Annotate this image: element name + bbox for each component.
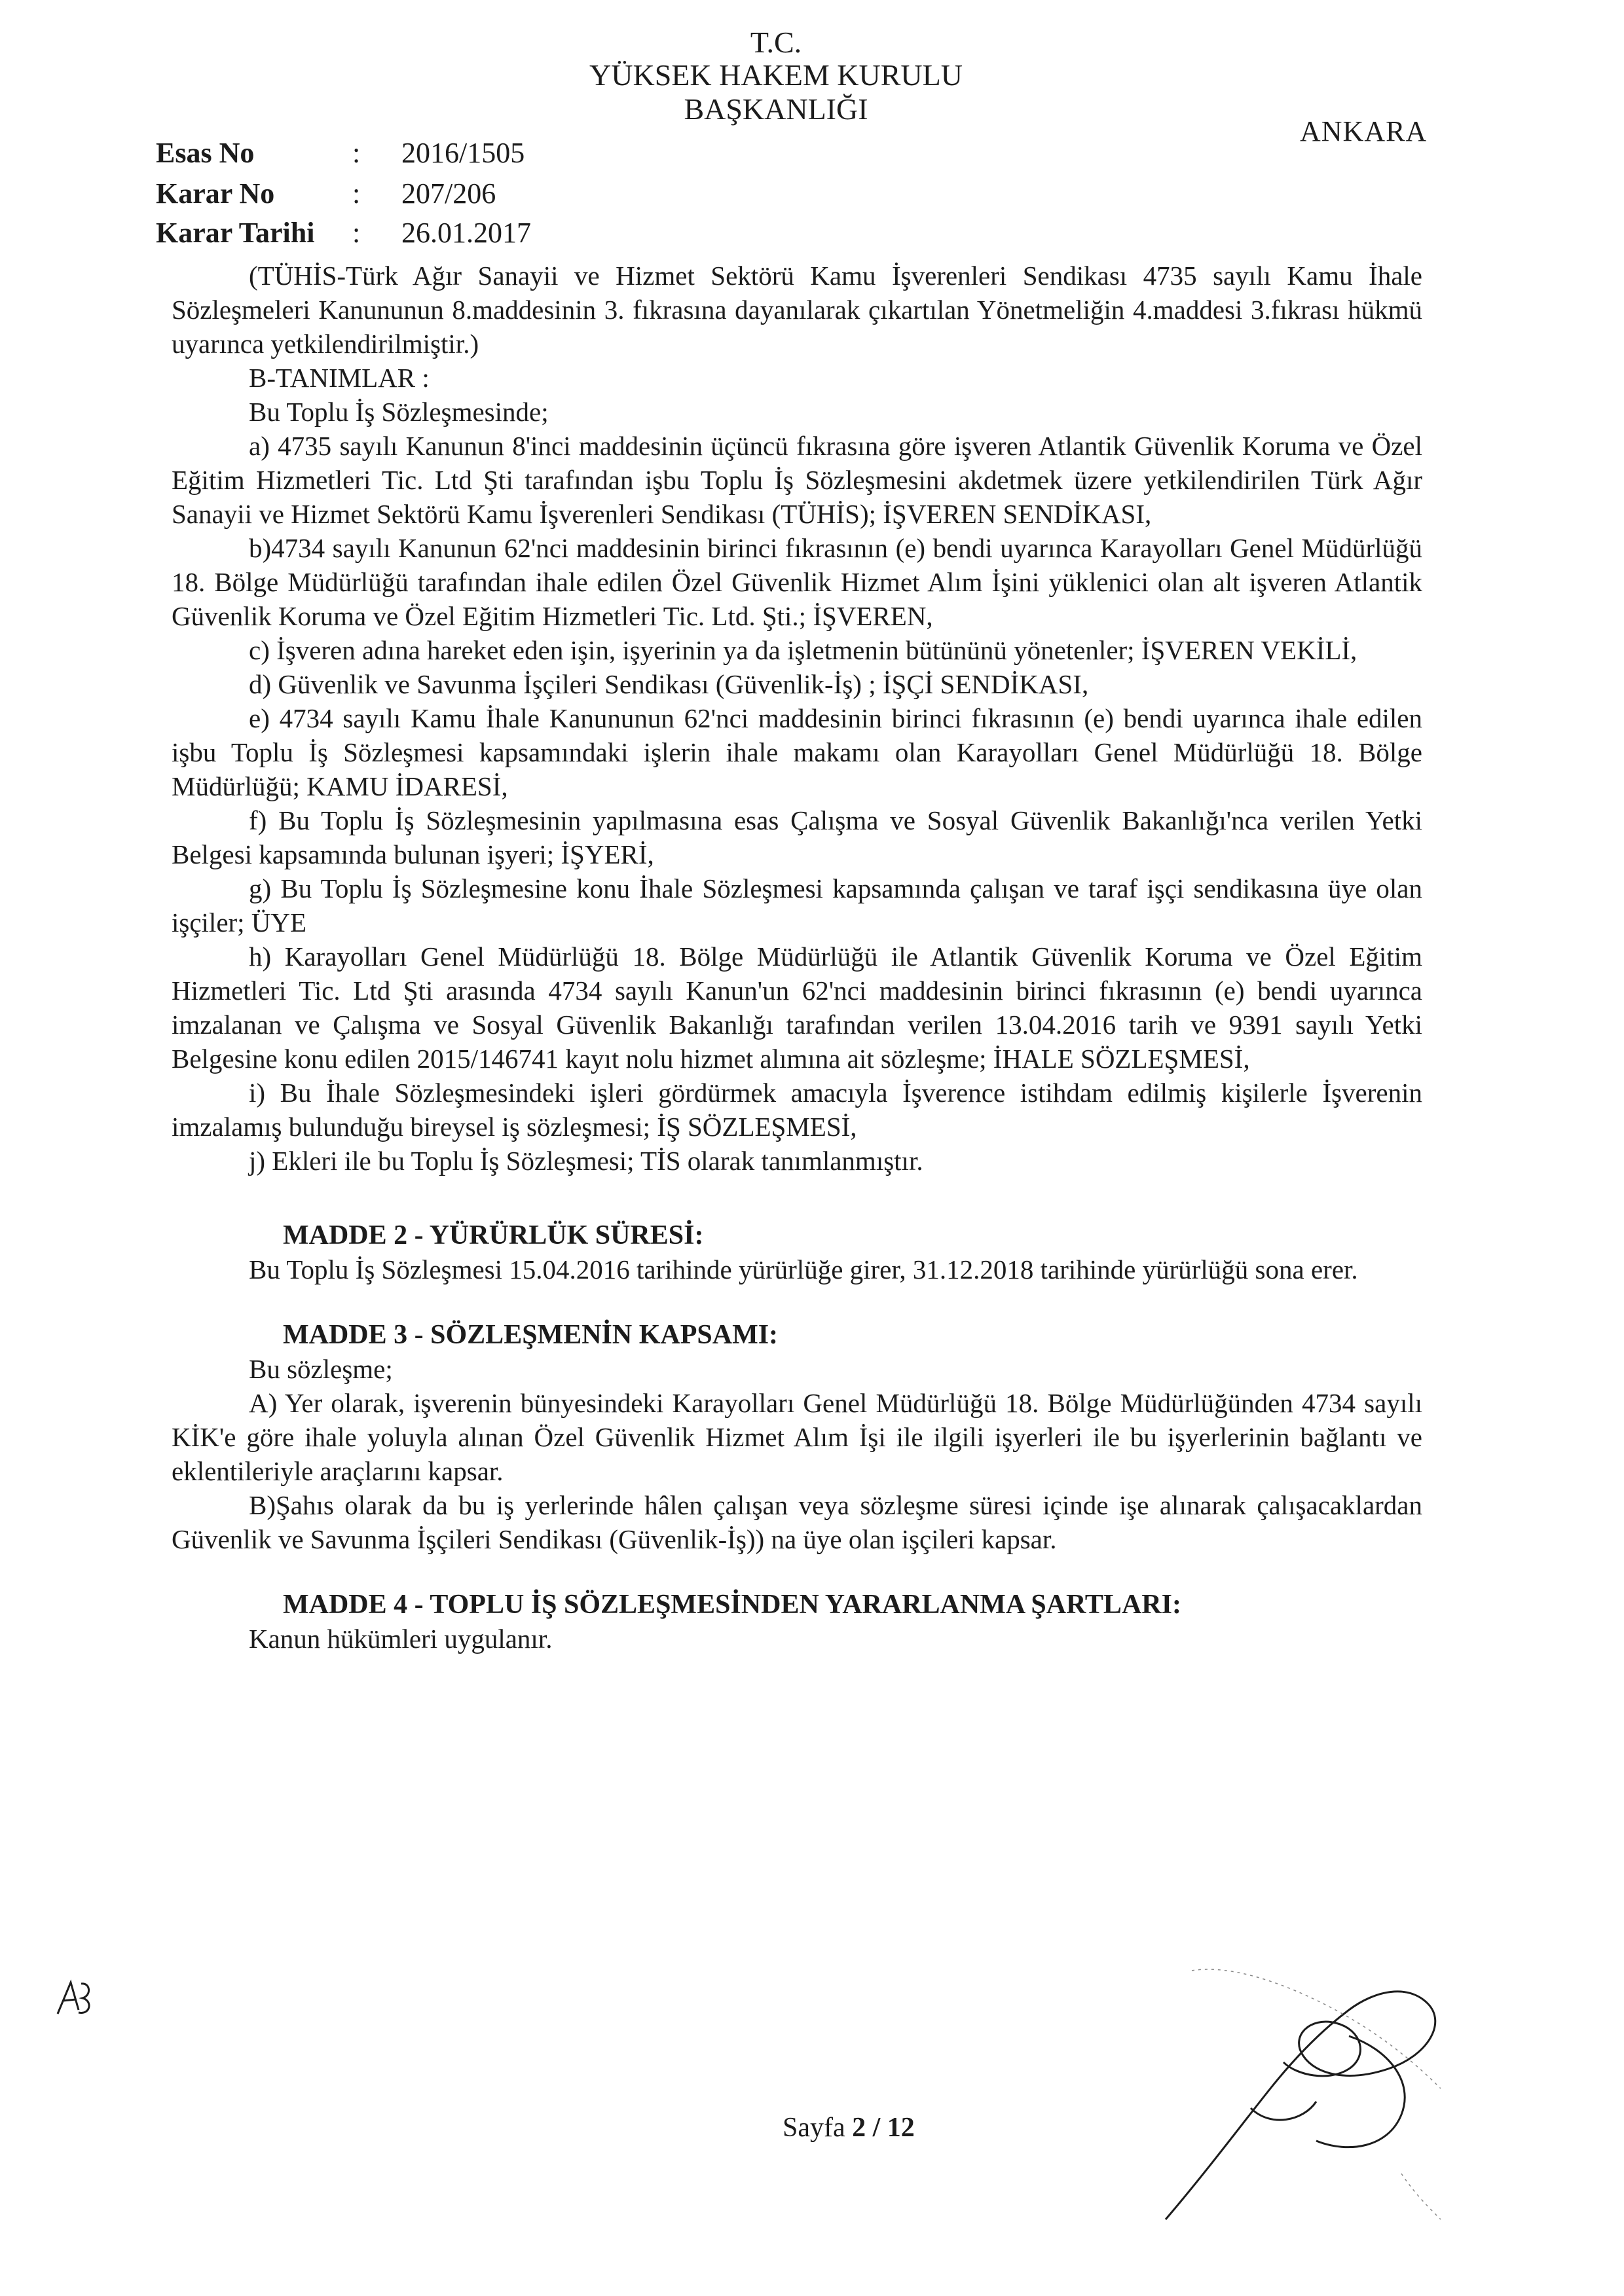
meta-esas-no: Esas No : 2016/1505 (156, 137, 525, 169)
madde-4-title: MADDE 4 - TOPLU İŞ SÖZLEŞMESİNDEN YARARLANMA ŞARTLARI: (283, 1590, 1181, 1620)
page-footer (783, 2112, 915, 2143)
madde-3-b: B)Şahıs olarak da bu iş yerlerinde hâlen çalışan veya sözleşme süresi içinde işe alınarak çalışacaklardan Güvenlik ve Savunma İşçileri Sendikası (Güvenlik-İş)) na üye olan işçileri kapsar. (172, 1490, 1422, 1554)
page-label: Sayfa (783, 2113, 845, 2143)
signature-scribble (1153, 1958, 1454, 2232)
document-body (172, 259, 1422, 1656)
definition-item: a) 4735 sayılı Kanunun 8'inci maddesinin üçüncü fıkrasına göre işveren Atlantik Güvenlik Koruma ve Özel Eğitim Hizmetleri Tic. Ltd Şti tarafından işbu Toplu İş Sözleşmesini akdetmek üzere yetkilendirilen Türk Ağır Sanayii ve Hizmet Sektörü Kamu İşverenleri Sendikası (TÜHİS); İŞVEREN SENDİKASI, (172, 431, 1422, 529)
meta-karar-no: Karar No : 207/206 (156, 177, 496, 210)
madde-4-text: Kanun hükümleri uygulanır. (249, 1624, 553, 1654)
madde-3-a: A) Yer olarak, işverenin bünyesindeki Karayolları Genel Müdürlüğü 18. Bölge Müdürlüğünden 4734 sayılı KİK'e göre ihale yoluyla alınan Özel Güvenlik Hizmet Alım İşi ile ilgili işyerleri ile bu işyerlerinin bağlantı ve eklentileriyle araçlarını kapsar. (172, 1388, 1422, 1486)
meta-karar-tarihi: Karar Tarihi : 26.01.2017 (156, 217, 531, 249)
definition-item: e) 4734 sayılı Kamu İhale Kanununun 62'nci maddesinin birinci fıkrasının (e) bendi uyarınca ihale edilen işbu Toplu İş Sözleşmesi kapsamındaki işlerin ihale makamı olan Karayolları Genel Müdürlüğü 18. Bölge Müdürlüğü; KAMU İDARESİ, (172, 703, 1422, 801)
definition-item: i) Bu İhale Sözleşmesindeki işleri gördürmek amacıyla İşverence istihdam edilmiş kişilerle İşverenin imzalamış bulunduğu bireysel iş sözleşmesi; İŞ SÖZLEŞMESİ, (172, 1078, 1422, 1142)
tanimlar-heading: B-TANIMLAR : (249, 363, 430, 393)
madde-3-title: MADDE 3 - SÖZLEŞMENİN KAPSAMI: (283, 1320, 779, 1350)
definition-item: d) Güvenlik ve Savunma İşçileri Sendikası (Güvenlik-İş) ; İŞÇİ SENDİKASI, (249, 669, 1089, 699)
madde-3-lead: Bu sözleşme; (249, 1354, 393, 1384)
madde-2-title: MADDE 2 - YÜRÜRLÜK SÜRESİ: (283, 1220, 704, 1250)
definition-item: f) Bu Toplu İş Sözleşmesinin yapılmasına esas Çalışma ve Sosyal Güvenlik Bakanlığı'nca verilen Yetki Belgesi kapsamında bulunan işyeri; İŞYERİ, (172, 805, 1422, 869)
header-country: T.C. (750, 26, 802, 59)
meta-value: 207/206 (401, 177, 496, 210)
meta-label: Karar Tarihi (156, 217, 315, 249)
header-city: ANKARA (1300, 115, 1428, 147)
meta-label: Esas No (156, 137, 255, 169)
header-organization: YÜKSEK HAKEM KURULU (589, 58, 963, 92)
definition-item: c) İşveren adına hareket eden işin, işyerinin ya da işletmenin bütününü yönetenler; İŞVEREN VEKİLİ, (249, 635, 1357, 665)
definition-item: b)4734 sayılı Kanunun 62'nci maddesinin birinci fıkrasının (e) bendi uyarınca Karayolları Genel Müdürlüğü 18. Bölge Müdürlüğü tarafından ihale edilen Özel Güvenlik Hizmet Alım İşini yüklenici olan alt işveren Atlantik Güvenlik Koruma ve Özel Eğitim Hizmetleri Tic. Ltd. Şti.; İŞVEREN, (172, 533, 1422, 631)
meta-value: 2016/1505 (401, 137, 525, 169)
meta-label: Karar No (156, 177, 275, 210)
madde-2-text: Bu Toplu İş Sözleşmesi 15.04.2016 tarihinde yürürlüğe girer, 31.12.2018 tarihinde yürürlüğü sona erer. (249, 1254, 1358, 1285)
definition-item: j) Ekleri ile bu Toplu İş Sözleşmesi; TİS olarak tanımlanmıştır. (249, 1146, 923, 1176)
initials-mark (52, 1976, 98, 2022)
definition-item: h) Karayolları Genel Müdürlüğü 18. Bölge Müdürlüğü ile Atlantik Güvenlik Koruma ve Özel Eğitim Hizmetleri Tic. Ltd Şti arasında 4734 sayılı Kanun'un 62'nci maddesinin birinci fıkrasının (e) bendi uyarınca imzalanan ve Çalışma ve Sosyal Güvenlik Bakanlığı tarafından verilen 13.04.2016 tarih ve 9391 sayılı Yetki Belgesine konu edilen 2015/146741 kayıt nolu hizmet alımına ait sözleşme; İHALE SÖZLEŞMESİ, (172, 941, 1422, 1074)
page-number: 2 / 12 (852, 2113, 915, 2143)
definition-item: g) Bu Toplu İş Sözleşmesine konu İhale Sözleşmesi kapsamında çalışan ve taraf işçi sendikasına üye olan işçiler; ÜYE (172, 873, 1422, 938)
meta-value: 26.01.2017 (401, 217, 531, 249)
header-office: BAŞKANLIĞI (684, 92, 868, 126)
intro-paragraph: (TÜHİS-Türk Ağır Sanayii ve Hizmet Sektörü Kamu İşverenleri Sendikası 4735 sayılı Kamu İhale Sözleşmeleri Kanununun 8.maddesinin 3. fıkrasına dayanılarak çıkartılan Yönetmeliğin 4.maddesi 3.fıkrası hükmü uyarınca yetkilendirilmiştir.) (172, 261, 1422, 359)
tanimlar-lead: Bu Toplu İş Sözleşmesinde; (249, 397, 549, 427)
